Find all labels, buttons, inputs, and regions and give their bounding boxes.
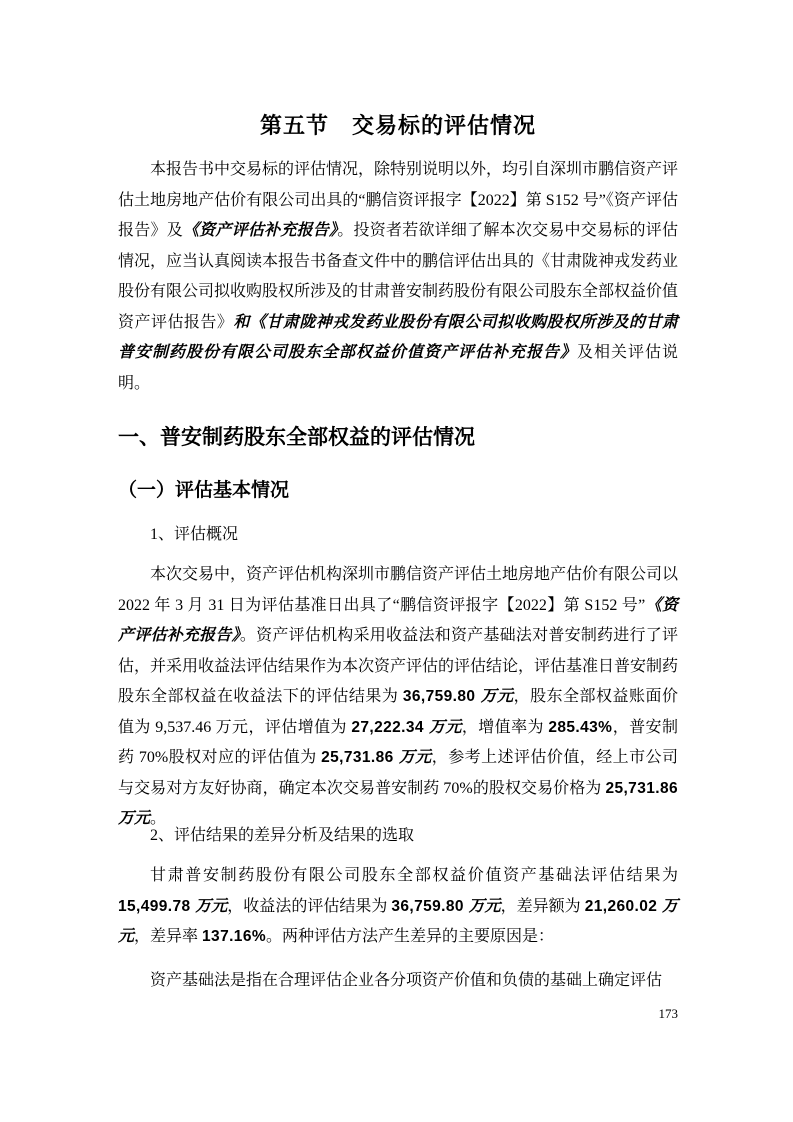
paragraph-result-difference — [118, 861, 678, 953]
text-run: 及相关评估说明。 — [118, 344, 678, 392]
text-run: 万元 — [118, 897, 678, 945]
text-run: 本次交易中，资产评估机构深圳市鹏信资产评估土地房地产估价有限公司以 2022 年 3 月 31 日为评估基准日出具了“鹏信资评报字【2022】第 S152 号” — [118, 566, 679, 614]
text-run: 《资产评估补充报告》 — [118, 596, 678, 644]
text-run: 甘肃普安制药股份有限公司股东全部权益价值资产基础法评估结果为 — [150, 867, 678, 884]
paragraph-valuation-overview — [118, 560, 678, 835]
list-item-heading-2: 2、评估结果的差异分析及结果的选取 — [150, 827, 415, 844]
text-run: 万元 — [468, 897, 501, 915]
page-number: 173 — [658, 1006, 678, 1021]
text-run: 和《甘肃陇神戎发药业股份有限公司拟收购股权所涉及的甘肃普安制药股份有限公司股东全部权益价值资产评估补充报告》 — [118, 313, 678, 361]
text-run: ，差异率 — [134, 928, 203, 945]
text-run: ，差异额为 — [500, 897, 585, 915]
text-run: 25,731.86 — [605, 779, 678, 797]
section-heading-1: 一、普安制药股东全部权益的评估情况 — [118, 426, 475, 449]
subsection-heading-1-1: （一）评估基本情况 — [118, 480, 290, 501]
paragraph-asset-based-method — [118, 966, 678, 997]
text-run: 36,759.80 — [402, 688, 481, 705]
text-run: ，收益法的评估结果为 — [227, 897, 392, 915]
text-run: 万元 — [118, 810, 151, 827]
text-run: 万元 — [398, 749, 432, 766]
text-run: 万元 — [429, 718, 462, 736]
text-run: 万元 — [195, 897, 228, 915]
text-run: 15,499.78 — [118, 897, 196, 915]
text-run: 137.16% — [202, 928, 267, 945]
text-run: 《资产评估补充报告》 — [182, 222, 338, 239]
text-run: 25,731.86 — [321, 749, 399, 766]
text-run: 。两种评估方法产生差异的主要原因是： — [266, 928, 555, 945]
text-run: 。投资者若欲详细了解本次交易中交易标的评估情况，应当认真阅读本报告书备查文件中的鹏信评估出具的《甘肃陇神戎发药业股份有限公司拟收购股权所涉及的甘肃普安制药股份有限公司股东全部权益价值资产评估报告》 — [118, 222, 679, 331]
text-run: ，股东全部权益账面价值为 9,537.46 万元，评估增值为 — [118, 688, 678, 736]
text-run: 285.43% — [548, 718, 613, 736]
text-run: 本报告书中交易标的评估情况，除特别说明以外，均引自深圳市鹏信资产评估土地房地产估价有限公司出具的“鹏信资评报字【2022】第 S152 号”《资产评估报告》及 — [118, 161, 679, 239]
text-run: 资产基础法是指在合理评估企业各分项资产价值和负债的基础上确定评估 — [150, 972, 663, 989]
text-run: 。资产评估机构采用收益法和资产基础法对普安制药进行了评估，并采用收益法评估结果作为本次资产评估的评估结论，评估基准日普安制药股东全部权益在收益法下的评估结果为 — [118, 627, 679, 705]
text-run: 27,222.34 — [351, 718, 430, 736]
text-run: ，增值率为 — [461, 718, 549, 736]
paragraph-intro — [118, 155, 678, 399]
text-run: 。 — [150, 810, 167, 827]
page-title: 第五节 交易标的评估情况 — [259, 113, 536, 138]
text-run: 36,759.80 — [391, 897, 469, 915]
text-run: ，普安制药 70%股权对应的评估值为 — [118, 718, 678, 766]
text-run: ，参考上述评估价值，经上市公司与交易对方友好协商，确定本次交易普安制药 70%的股权交易价格为 — [118, 749, 678, 797]
text-run: 21,260.02 — [584, 897, 662, 915]
text-run: 万元 — [480, 688, 514, 705]
list-item-heading-1: 1、评估概况 — [150, 526, 239, 543]
